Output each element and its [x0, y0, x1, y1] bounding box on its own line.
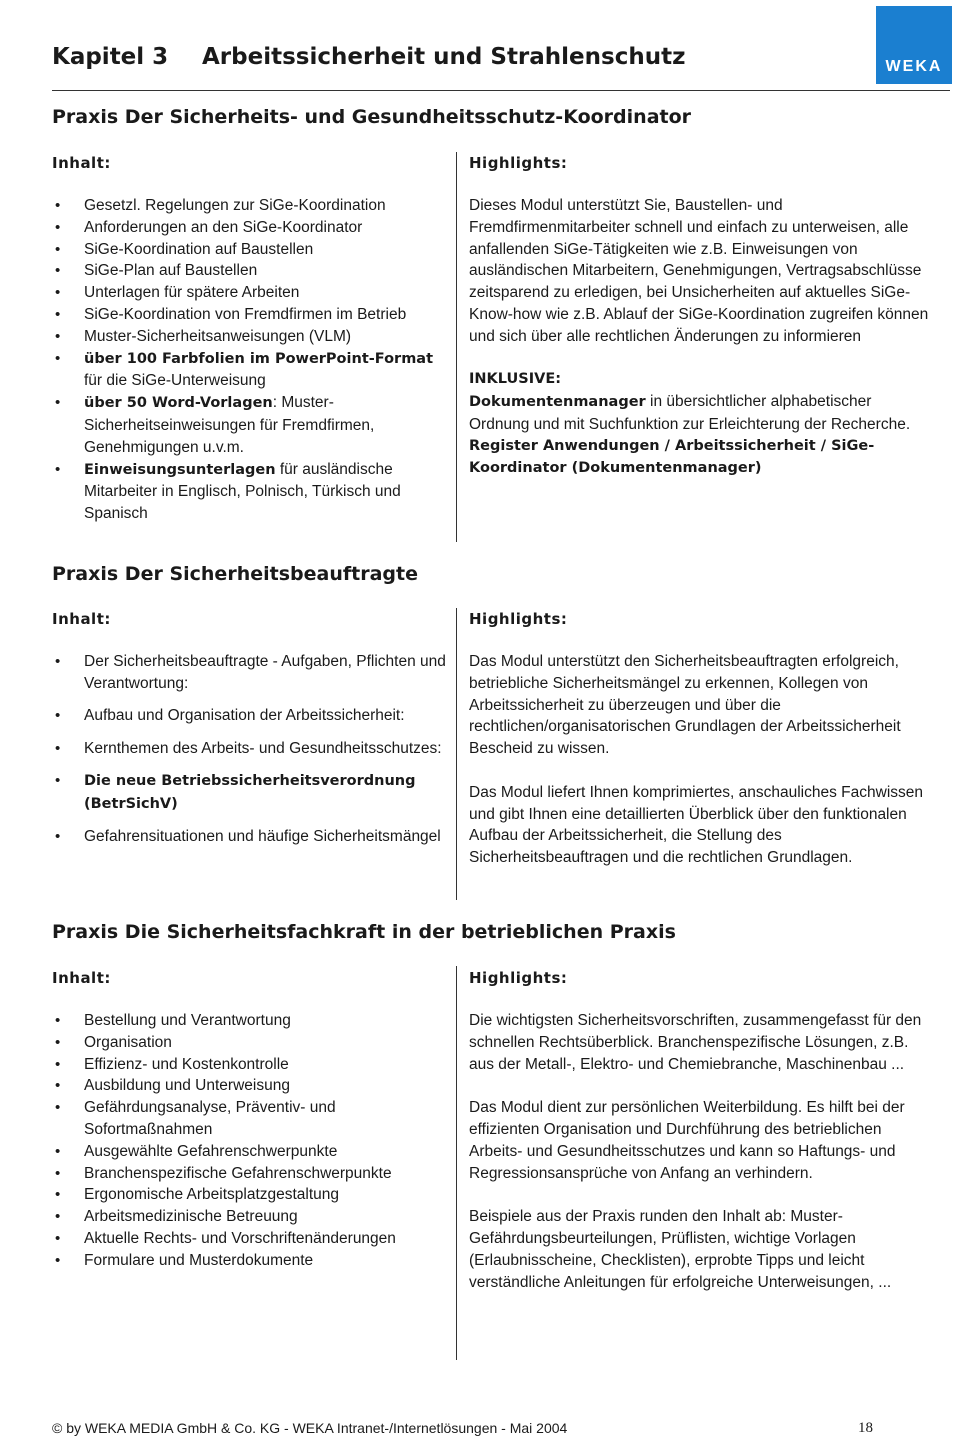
list-item-text: Der Sicherheitsbeauftragte - Aufgaben, Pflichten und Verantwortung:	[84, 653, 446, 692]
list-item	[52, 770, 447, 816]
section-title-sicherheitsfachkraft: Praxis Die Sicherheitsfachkraft in der betrieblichen Praxis	[52, 921, 676, 943]
list-item-text: Organisation	[84, 1033, 172, 1051]
list-item-text: Arbeitsmedizinische Betreuung	[84, 1208, 298, 1226]
inklusive-bold: Dokumentenmanager	[469, 394, 646, 411]
highlight-paragraph: Die wichtigsten Sicherheitsvorschriften, zusammengefasst für den schnellen Rechtsüberblick. Branchenspezifische Lösungen, z.B. aus der Metall-, Elektro- und Chemiebranche, Maschinenbau ...	[469, 1012, 922, 1073]
list-item	[52, 326, 447, 348]
list-item-text: für ausländische Mitarbeiter in Englisch, Polnisch, Türkisch und Spanisch	[84, 460, 401, 523]
list-item	[52, 348, 447, 393]
highlights-fachkraft	[469, 1010, 929, 1315]
list-item-text: Bestellung und Verantwortung	[84, 1012, 291, 1029]
list-item	[52, 239, 447, 261]
list-item	[52, 1054, 447, 1076]
page-number: 18	[858, 1420, 873, 1436]
list-item	[52, 738, 447, 760]
inhalt-list-beauftragte	[52, 651, 447, 859]
list-item	[52, 1010, 447, 1032]
list-item-bold: Einweisungsunterlagen	[84, 461, 276, 478]
list-item	[52, 260, 447, 282]
list-item	[52, 304, 447, 326]
list-item	[52, 1075, 447, 1097]
list-item-text: Anforderungen an den SiGe-Koordinator	[84, 218, 363, 236]
list-item-text: : Muster-Sicherheitseinweisungen für Fremdfirmen, Genehmigungen u.v.m.	[84, 394, 375, 456]
chapter-heading	[52, 44, 685, 70]
highlight-paragraph: Das Modul unterstützt den Sicherheitsbeauftragten erfolgreich, betriebliche Sicherheitsmängel zu erkennen, Kollegen von Arbeitssicherheit zu überzeugen und über die rechtlichen/organisatorischen Grundlagen der Arbeitssicherheit Bescheid zu wissen.	[469, 653, 901, 758]
list-item-text: Branchenspezifische Gefahrenschwerpunkte	[84, 1164, 392, 1182]
highlights-beauftragte	[469, 651, 929, 891]
section-title-sicherheitsbeauftragte: Praxis Der Sicherheitsbeauftragte	[52, 563, 418, 585]
highlight-paragraph: Dieses Modul unterstützt Sie, Baustellen- und Fremdfirmenmitarbeiter schnell und einfach zu unterweisen, alle anfallenden SiGe-Tätigkeiten wie z.B. Einweisungen von ausländischen Mitarbeitern, Genehmigungen, Vertragsabschlüsse zeitsparend zu erledigen, bei Unsicherheiten auf aktuelles SiGe-Know-how wie z.B. Ablauf der SiGe-Koordination zugreifen können und sich über alle rechtlichen Änderungen zu informieren	[469, 197, 929, 345]
list-item	[52, 1141, 447, 1163]
section-title-sige: Praxis Der Sicherheits- und Gesundheitsschutz-Koordinator	[52, 106, 692, 128]
list-item	[52, 1250, 447, 1272]
column-divider	[456, 966, 457, 1360]
inklusive-desc: in übersichtlicher alphabetischer Ordnung und mit Suchfunktion zur Erleichterung der Recherche.	[469, 393, 911, 433]
highlights-sige	[469, 195, 929, 479]
inhalt-heading-sige: Inhalt:	[52, 154, 111, 172]
list-item-bold: Die neue Betriebssicherheitsverordnung (BetrSichV)	[84, 772, 416, 812]
list-item	[52, 392, 447, 458]
list-item	[52, 459, 447, 525]
list-item	[52, 705, 447, 727]
list-item-text: Formulare und Musterdokumente	[84, 1251, 314, 1269]
list-item	[52, 1228, 447, 1250]
inhalt-heading-fachkraft: Inhalt:	[52, 969, 111, 987]
list-item	[52, 651, 447, 695]
list-item-text: Ergonomische Arbeitsplatzgestaltung	[84, 1186, 340, 1204]
list-item	[52, 826, 447, 848]
list-item-text: Ausgewählte Gefahrenschwerpunkte	[84, 1142, 338, 1160]
list-item-text: Aufbau und Organisation der Arbeitssicherheit:	[84, 707, 405, 725]
list-item-text: Ausbildung und Unterweisung	[84, 1077, 290, 1095]
highlights-heading-fachkraft: Highlights:	[469, 969, 568, 987]
list-item	[52, 1184, 447, 1206]
list-item-text: SiGe-Plan auf Baustellen	[84, 262, 258, 280]
highlights-heading-beauftragte: Highlights:	[469, 610, 568, 628]
list-item-text: Gefahrensituationen und häufige Sicherheitsmängel	[84, 828, 441, 846]
list-item	[52, 195, 447, 217]
footer-copyright: © by WEKA MEDIA GmbH & Co. KG - WEKA Intranet-/Internetlösungen - Mai 2004	[52, 1420, 568, 1436]
list-item-text: Gesetzl. Regelungen zur SiGe-Koordination	[84, 197, 386, 214]
inklusive-text	[469, 391, 929, 436]
inhalt-list-fachkraft	[52, 1010, 447, 1272]
list-item	[52, 1206, 447, 1228]
highlight-paragraph: Das Modul dient zur persönlichen Weiterbildung. Es hilft bei der effizienten Organisation und Durchführung des betrieblichen Arbeits- und Gesundheitsschutzes und kann so Haftungs- und Regressionsansprüche von Anfang an verhindern.	[469, 1099, 905, 1182]
list-item-text: Gefährdungsanalyse, Präventiv- und Sofortmaßnahmen	[84, 1099, 336, 1138]
list-item-text: Unterlagen für spätere Arbeiten	[84, 284, 300, 302]
inklusive-label: INKLUSIVE:	[469, 371, 562, 388]
list-item-text: Aktuelle Rechts- und Vorschriftenänderungen	[84, 1229, 396, 1247]
chapter-title: Arbeitssicherheit und Strahlenschutz	[202, 44, 686, 70]
list-item	[52, 1163, 447, 1185]
inhalt-heading-beauftragte: Inhalt:	[52, 610, 111, 628]
list-item-bold: über 50 Word-Vorlagen	[84, 395, 273, 412]
list-item	[52, 1097, 447, 1141]
list-item-text: SiGe-Koordination auf Baustellen	[84, 240, 314, 258]
column-divider	[456, 608, 457, 900]
list-item-bold: über 100 Farbfolien im PowerPoint-Format	[84, 350, 434, 367]
highlight-paragraph: Beispiele aus der Praxis runden den Inhalt ab: Muster-Gefährdungsbeurteilungen, Prüflisten, wichtige Vorlagen (Erlaubnisscheine, Checklisten), erprobte Tipps und leicht verständliche Anleitungen für erfolgreiche Unterweisungen, ...	[469, 1208, 892, 1291]
list-item-text: Muster-Sicherheitsanweisungen (VLM)	[84, 327, 352, 345]
inhalt-list-sige	[52, 195, 447, 525]
highlights-heading-sige: Highlights:	[469, 154, 568, 172]
logo-text: WEKA	[885, 58, 943, 75]
chapter-number: Kapitel 3	[52, 44, 169, 70]
column-divider	[456, 152, 457, 542]
list-item-text: für die SiGe-Unterweisung	[84, 372, 266, 390]
list-item-text: SiGe-Koordination von Fremdfirmen im Betrieb	[84, 305, 407, 323]
list-item	[52, 217, 447, 239]
header-rule	[52, 90, 950, 91]
list-item	[52, 1032, 447, 1054]
list-item	[52, 282, 447, 304]
list-item-text: Kernthemen des Arbeits- und Gesundheitsschutzes:	[84, 739, 442, 757]
weka-logo	[876, 6, 952, 84]
list-item-text: Effizienz- und Kostenkontrolle	[84, 1055, 289, 1073]
register-path: Register Anwendungen / Arbeitssicherheit / SiGe-Koordinator (Dokumentenmanager)	[469, 437, 875, 476]
highlight-paragraph: Das Modul liefert Ihnen komprimiertes, anschauliches Fachwissen und gibt Ihnen eine detaillierten Überblick über den funktionalen Aufbau der Arbeitssicherheit, die Stellung des Sicherheitsbeauftragen und die rechtlichen Grundlagen.	[469, 783, 924, 867]
